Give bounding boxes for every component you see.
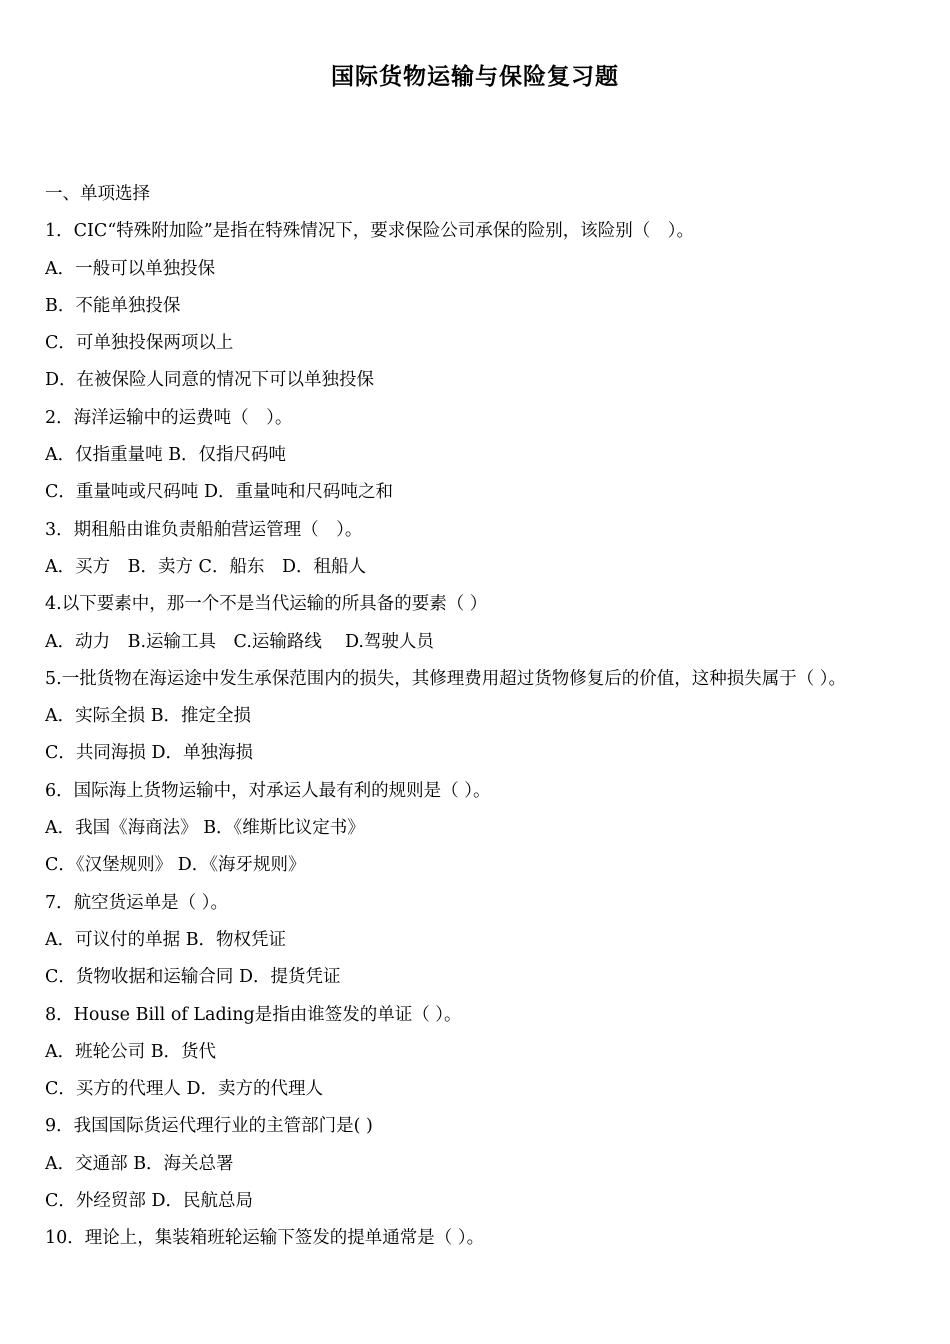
option-line: A．实际全损 B．推定全损: [45, 706, 252, 727]
question-1: 1．CIC“特殊附加险”是指在特殊情况下，要求保险公司承保的险别，该险别（ ）。: [45, 221, 694, 242]
option-line: A．交通部 B．海关总署: [45, 1153, 234, 1174]
option-line: C．共同海损 D．单独海损: [45, 743, 253, 764]
option-line: A．动力 B.运输工具 C.运输路线 D.驾驶人员: [45, 631, 434, 652]
option-line: A．一般可以单独投保: [45, 258, 216, 279]
question-2: 2．海洋运输中的运费吨（ ）。: [45, 407, 293, 428]
option-line: C．货物收据和运输合同 D．提货凭证: [45, 967, 341, 988]
question-10: 10．理论上，集装箱班轮运输下签发的提单通常是（ ）。: [45, 1228, 485, 1249]
section-heading: 一、单项选择: [45, 184, 150, 204]
question-5: 5.一批货物在海运途中发生承保范围内的损失，其修理费用超过货物修复后的价值，这种损失属于（ ）。: [45, 668, 847, 689]
option-line: C．外经贸部 D．民航总局: [45, 1191, 253, 1212]
question-8: 8．House Bill of Lading是指由谁签发的单证（ ）。: [45, 1004, 462, 1025]
question-7: 7．航空货运单是（ ）。: [45, 892, 228, 913]
option-line: C．《汉堡规则》 D．《海牙规则》: [45, 855, 306, 876]
question-9: 9．我国国际货运代理行业的主管部门是( ): [45, 1116, 373, 1137]
option-line: A．仅指重量吨 B．仅指尺码吨: [45, 445, 287, 466]
option-line: D．在被保险人同意的情况下可以单独投保: [45, 370, 375, 391]
question-4: 4.以下要素中，那一个不是当代运输的所具备的要素（ ）: [45, 594, 488, 615]
option-line: C．买方的代理人 D．卖方的代理人: [45, 1079, 323, 1100]
question-list: [45, 176, 907, 1258]
question-6: 6．国际海上货物运输中，对承运人最有利的规则是（ ）。: [45, 780, 491, 801]
option-line: A．可议付的单据 B．物权凭证: [45, 929, 287, 950]
option-line: C．重量吨或尺码吨 D．重量吨和尺码吨之和: [45, 482, 393, 503]
option-line: A．我国《海商法》 B．《维斯比议定书》: [45, 818, 365, 839]
option-line: A．买方 B．卖方 C．船东 D．租船人: [45, 556, 366, 577]
option-line: A．班轮公司 B．货代: [45, 1041, 217, 1062]
option-line: B．不能单独投保: [45, 295, 181, 316]
question-3: 3．期租船由谁负责船舶营运管理（ ）。: [45, 519, 363, 540]
page-title: 国际货物运输与保险复习题: [331, 64, 619, 90]
option-line: C．可单独投保两项以上: [45, 333, 234, 354]
